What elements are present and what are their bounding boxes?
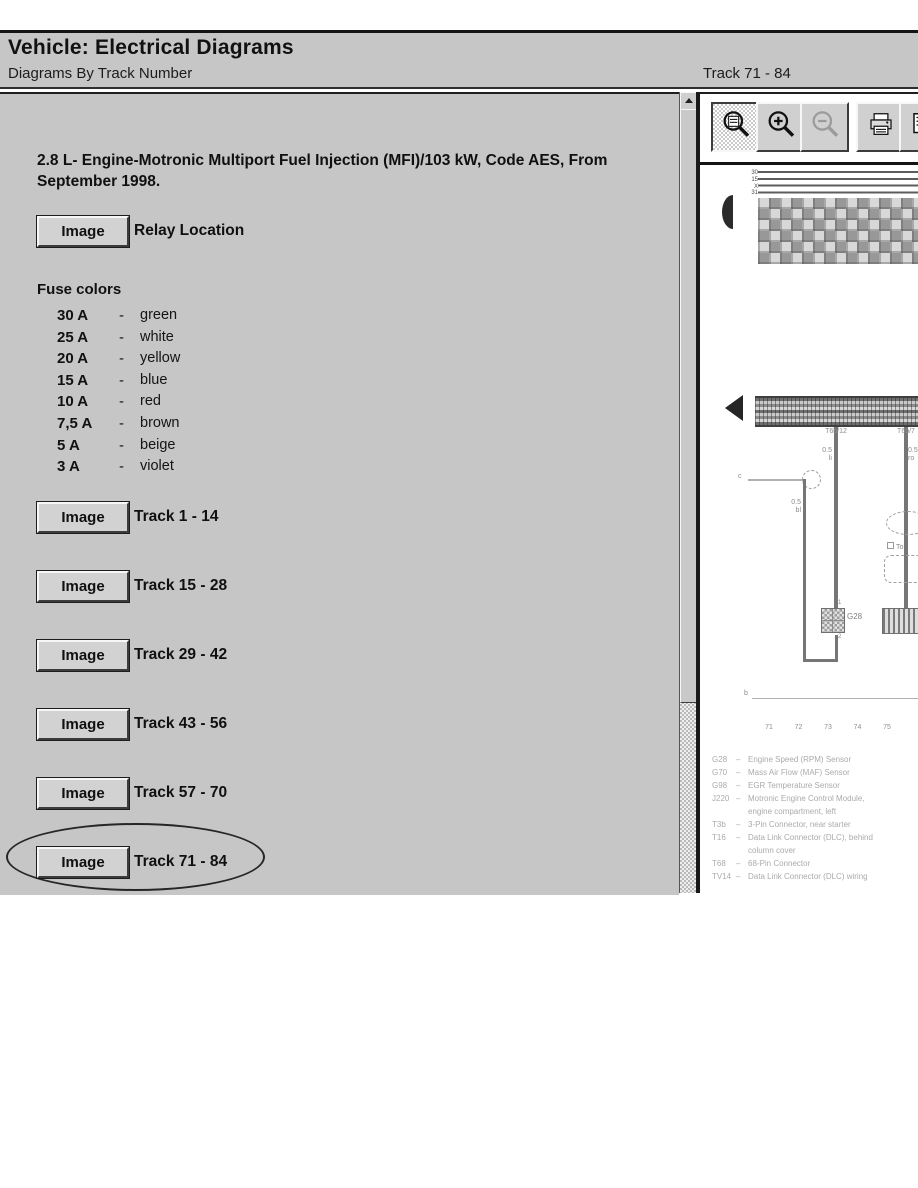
fuse-color-name: blue — [140, 371, 168, 388]
fuse-dash: - — [119, 371, 124, 389]
junction-label: c — [738, 473, 742, 480]
track-label: Track 71 - 84 — [134, 853, 228, 870]
legend-desc: Data Link Connector (DLC) wiring — [748, 872, 868, 881]
image-button-label: Image — [61, 223, 105, 240]
ground-baseline — [752, 698, 918, 699]
relay-location-image-button[interactable] — [37, 216, 129, 247]
legend-entry — [712, 870, 918, 883]
magnifier-minus-icon — [809, 109, 841, 146]
legend-dash: – — [736, 820, 741, 829]
print-button[interactable] — [856, 102, 905, 152]
fuse-dash: - — [119, 415, 124, 432]
pin-top-label: 1 — [838, 600, 842, 606]
toolbar-separator — [700, 162, 918, 165]
legend-entry — [712, 792, 918, 805]
legend-code: TV14 — [712, 872, 732, 881]
legend-entry — [712, 766, 918, 779]
clipped-icon — [909, 110, 918, 145]
rail-label: 31 — [751, 190, 758, 197]
wire-gauge-a: 0.5 li — [822, 447, 832, 462]
engine-heading: 2.8 L- Engine-Motronic Multiport Fuel Injection (MFI)/103 kW, Code AES, From September 1998. — [37, 152, 608, 190]
connector-strip-graphic — [755, 396, 918, 427]
diagram-track-number: 71 — [765, 724, 773, 731]
legend-dash: – — [736, 794, 741, 803]
fuse-row — [0, 372, 300, 393]
legend-desc: 68-Pin Connector — [748, 859, 811, 868]
legend-code: T68 — [712, 859, 726, 868]
image-button-label: Image — [61, 785, 105, 802]
legend-dash: – — [736, 859, 741, 868]
diagram-preview-panel — [700, 92, 918, 895]
track-label: Track 29 - 42 — [134, 646, 228, 663]
legend-entry — [712, 753, 918, 766]
image-button-label: Image — [61, 854, 105, 871]
component-label: G28 — [847, 612, 863, 621]
legend-entry — [712, 779, 918, 792]
legend-entry — [712, 831, 918, 844]
fuse-color-name: green — [140, 307, 178, 323]
legend-code: T3b — [712, 820, 726, 829]
page-title: Vehicle: Electrical Diagrams — [8, 36, 294, 59]
fuse-dash: - — [119, 458, 124, 476]
rail-label: 30 — [751, 170, 758, 176]
legend-desc-wrap: column cover — [748, 846, 796, 855]
rail-labels — [744, 170, 758, 197]
zoom-out-button[interactable] — [800, 102, 849, 152]
fuse-row — [0, 329, 300, 350]
fuse-row — [0, 458, 300, 479]
header-bar — [0, 30, 918, 89]
legend-dash: – — [736, 833, 741, 842]
printer-icon — [866, 110, 896, 145]
track-image-button[interactable] — [37, 571, 129, 602]
pin-bottom-label: 2 — [838, 634, 842, 640]
legend-entry — [712, 857, 918, 870]
to-note: To — [887, 542, 903, 552]
legend-code: T16 — [712, 833, 726, 842]
legend-desc: Mass Air Flow (MAF) Sensor — [748, 768, 850, 777]
left-arc-marker — [722, 195, 733, 229]
wire-gauge-c: 0.5 bl — [791, 499, 801, 514]
diagram-track-number: 75 — [883, 724, 891, 731]
legend-code: G70 — [712, 768, 728, 777]
fuse-row — [0, 393, 300, 414]
dashed-callout-box — [884, 555, 918, 583]
power-rails-graphic — [758, 171, 918, 198]
fuse-color-name: yellow — [140, 350, 181, 367]
image-button-label: Image — [61, 509, 105, 526]
wire-loop-bottom — [803, 659, 838, 662]
fuse-amps: 7,5 A — [57, 415, 93, 432]
fuse-color-name: red — [140, 393, 161, 410]
track-label: Track 43 - 56 — [134, 715, 228, 732]
diagram-track-number: 74 — [853, 724, 862, 731]
dashed-callout-ellipse — [886, 511, 918, 535]
legend-code: G28 — [712, 755, 728, 764]
rail-label: X — [753, 183, 758, 190]
fuse-dash: - — [119, 328, 124, 346]
legend-desc-wrap: engine compartment, left — [748, 807, 837, 816]
fuse-row — [0, 350, 300, 371]
relay-location-label: Relay Location — [134, 222, 245, 239]
track-image-button[interactable] — [37, 847, 129, 878]
legend-desc: 3-Pin Connector, near starter — [748, 820, 851, 829]
legend-desc: EGR Temperature Sensor — [748, 781, 840, 790]
junction-line — [748, 479, 805, 481]
image-button-label: Image — [61, 578, 105, 595]
magnifier-plus-icon — [765, 109, 797, 146]
diagram-track-number: 72 — [794, 724, 803, 731]
wire-gauge-b: 0.5 ro — [908, 447, 918, 462]
fuse-color-name: violet — [140, 458, 174, 475]
current-track-indicator: Track 71 - 84 — [703, 65, 791, 82]
fuse-amps: 25 A — [57, 328, 89, 346]
baseline-label: b — [744, 690, 748, 697]
track-image-button[interactable] — [37, 640, 129, 671]
wire-c — [803, 479, 806, 662]
connector-label-a: T6b/12 — [825, 428, 847, 435]
speed-sensor-box — [821, 608, 845, 633]
page-subtitle: Diagrams By Track Number — [8, 65, 193, 82]
fuse-color-name: brown — [140, 415, 180, 431]
track-image-button[interactable] — [37, 778, 129, 809]
track-image-button[interactable] — [37, 709, 129, 740]
square-marker-icon — [887, 542, 894, 549]
legend-desc: Engine Speed (RPM) Sensor — [748, 755, 852, 764]
fuse-colors-heading: Fuse colors — [37, 281, 122, 298]
legend-dash: – — [736, 768, 741, 777]
right-component-box — [882, 608, 918, 634]
legend-code: J220 — [712, 794, 730, 803]
fuse-row — [0, 415, 300, 436]
fuse-amps: 5 A — [57, 436, 80, 454]
fuse-panel-graphic — [758, 198, 918, 264]
wire-a — [834, 427, 838, 608]
diagram-list-panel — [0, 92, 679, 895]
legend-dash: – — [736, 755, 741, 764]
fuse-row — [0, 437, 300, 458]
fuse-row — [0, 307, 300, 328]
track-label: Track 1 - 14 — [134, 508, 219, 525]
image-button-label: Image — [61, 647, 105, 664]
legend-entry — [712, 818, 918, 831]
track-image-button[interactable] — [37, 502, 129, 533]
up-arrow-icon — [685, 98, 693, 103]
fuse-amps: 30 A — [57, 307, 89, 324]
zoom-tool-button[interactable] — [711, 102, 760, 152]
fuse-dash: - — [119, 307, 124, 324]
fuse-dash: - — [119, 436, 124, 454]
rail-label: 15 — [751, 176, 758, 183]
fuse-dash: - — [119, 350, 124, 368]
fuse-amps: 10 A — [57, 393, 89, 411]
magnifier-page-icon — [720, 109, 752, 146]
partial-button[interactable] — [899, 102, 918, 152]
zoom-in-button[interactable] — [756, 102, 805, 152]
fuse-amps: 20 A — [57, 350, 89, 368]
legend-dash: – — [736, 781, 741, 790]
fuse-dash: - — [119, 393, 124, 411]
connector-label-b: T6b/7 — [897, 428, 915, 435]
component-legend — [712, 753, 918, 883]
diagram-track-number: 73 — [824, 724, 832, 731]
left-arrow-marker — [725, 395, 743, 421]
left-panel-scrollbar[interactable] — [679, 92, 697, 893]
legend-desc: Data Link Connector (DLC), behind — [748, 833, 873, 842]
fuse-color-name: beige — [140, 436, 176, 453]
track-label: Track 15 - 28 — [134, 577, 228, 594]
legend-dash: – — [736, 872, 741, 881]
fuse-color-name: white — [140, 328, 174, 345]
legend-code: G98 — [712, 781, 728, 790]
track-label: Track 57 - 70 — [134, 784, 228, 801]
legend-desc: Motronic Engine Control Module, — [748, 794, 865, 803]
fuse-amps: 15 A — [57, 371, 89, 389]
image-button-label: Image — [61, 716, 105, 733]
fuse-amps: 3 A — [57, 458, 80, 476]
